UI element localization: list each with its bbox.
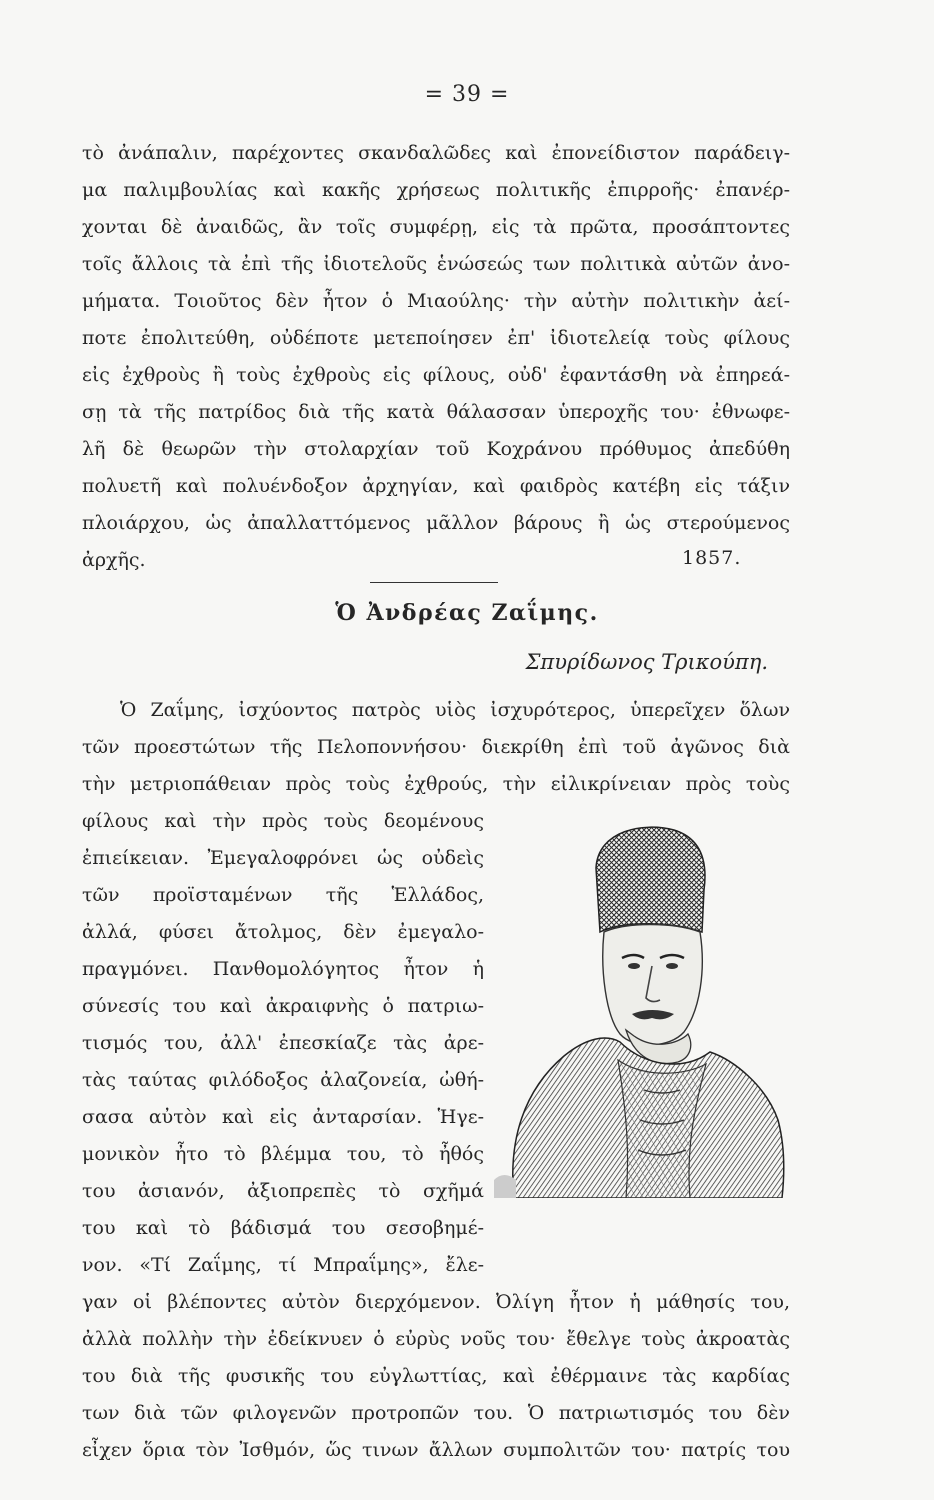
text-line: πλοιάρχου, ὡς ἀπαλλαττόμενος μᾶλλον βάρους ἢ ὡς στερούμενος [82,512,790,534]
text-line: τὰς ταύτας φιλόδοξος ἀλαζονεία, ὠθή- [82,1069,484,1091]
text-line: των διὰ τῶν φιλογενῶν προτροπῶν του. Ὁ πατριωτισμός του δὲν [82,1402,790,1424]
text-line: του καὶ τὸ βάδισμά του σεσοβημέ- [82,1217,484,1239]
text-line: λῆ δὲ θεωρῶν τὴν στολαρχίαν τοῦ Κοχράνου πρόθυμος ἀπεδύθη [82,438,790,460]
text-line: μα παλιμβουλίας καὶ κακῆς χρήσεως πολιτικῆς ἐπιρροῆς· ἐπανέρ- [82,179,790,201]
text-line: γαν οἱ βλέποντες αὐτὸν διερχόμενον. Ὀλίγη ἦτον ἡ μάθησίς του, [82,1291,790,1313]
text-line: τισμός του, ἀλλ' ἐπεσκίαζε τὰς ἀρε- [82,1032,484,1054]
text-line: του ἀσιανόν, ἀξιοπρεπὲς τὸ σχῆμά [82,1180,484,1202]
text-line: ἐπιείκειαν. Ἐμεγαλοφρόνει ὡς οὐδεὶς [82,847,484,869]
text-line: εἰς ἐχθροὺς ἢ τοὺς ἐχθροὺς εἰς φίλους, οὐδ' ἐφαντάσθη νὰ ἐπηρεά- [82,364,790,386]
text-line: ἀρχῆς. [82,549,146,571]
portrait-image [494,820,794,1198]
text-line: τὴν μετριοπάθειαν πρὸς τοὺς ἐχθρούς, τὴν εἰλικρίνειαν πρὸς τοὺς [82,773,790,795]
text-line: τοῖς ἄλλοις τὰ ἐπὶ τῆς ἰδιοτελοῦς ἑνώσεώς των πολιτικὰ αὐτῶν ἀνο- [82,253,790,275]
face-shape [603,925,702,1046]
text-line: τὸ ἀνάπαλιν, παρέχοντες σκανδαλῶδες καὶ ἐπονείδιστον παράδειγ- [82,142,790,164]
text-line: τῶν προϊσταμένων τῆς Ἑλλάδος, [82,884,484,906]
text-line: μονικὸν ἦτο τὸ βλέμμα του, τὸ ἦθός [82,1143,484,1165]
text-line: ποτε ἐπολιτεύθη, οὐδέποτε μετεποίησεν ἐπ' ἰδιοτελείᾳ τοὺς φίλους [82,327,790,349]
text-line: Ὁ Ζαΐμης, ἰσχύοντος πατρὸς υἱὸς ἰσχυρότερος, ὑπερεῖχεν ὅλων [120,699,790,721]
text-line: ἀλλά, φύσει ἄτολμος, δὲν ἐμεγαλο- [82,921,484,943]
text-line: χονται δὲ ἀναιδῶς, ἂν τοῖς συμφέρῃ, εἰς τὰ πρῶτα, προσάπτοντες [82,216,790,238]
article-title: Ὁ Ἀνδρέας Ζαΐμης. [335,600,599,626]
text-line: σύνεσίς του καὶ ἀκραιφνὴς ὁ πατριω- [82,995,484,1017]
article-date: 1857. [682,547,742,569]
text-line: του διὰ τῆς φυσικῆς του εὐγλωττίας, καὶ ἐθέρμαινε τὰς καρδίας [82,1365,790,1387]
text-line: τῶν προεστώτων τῆς Πελοποννήσου· διεκρίθη ἐπὶ τοῦ ἀγῶνος διὰ [82,736,790,758]
cap-shape [596,827,705,932]
page-number: = 39 = [424,82,510,107]
text-line: πολυετῆ καὶ πολυένδοξον ἀρχηγίαν, καὶ φαιδρὸς κατέβη εἰς τάξιν [82,475,790,497]
text-line: μήματα. Τοιοῦτος δὲν ἦτον ὁ Μιαούλης· τὴν αὐτὴν πολιτικὴν ἀεί- [82,290,790,312]
text-line: σῃ τὰ τῆς πατρίδος διὰ τῆς κατὰ θάλασσαν ὑπεροχῆς του· ἐθνωφε- [82,401,790,423]
text-line: φίλους καὶ τὴν πρὸς τοὺς δεομένους [82,810,484,832]
text-line: ἀλλὰ πολλὴν τὴν ἐδείκνυεν ὁ εὐρὺς νοῦς του· ἔθελγε τοὺς ἀκροατὰς [82,1328,790,1350]
text-line: εἶχεν ὅρια τὸν Ἰσθμόν, ὥς τινων ἄλλων συμπολιτῶν του· πατρίς του [82,1439,790,1461]
text-line: σασα αὐτὸν καὶ εἰς ἀνταρσίαν. Ἡγε- [82,1106,484,1128]
article-author: Σπυρίδωνος Τρικούπη. [525,650,768,674]
section-divider [370,582,498,583]
text-line: νον. «Τί Ζαΐμης, τί Μπραΐμης», ἔλε- [82,1254,484,1276]
text-line: πραγμόνει. Πανθομολόγητος ἦτον ἡ [82,958,484,980]
